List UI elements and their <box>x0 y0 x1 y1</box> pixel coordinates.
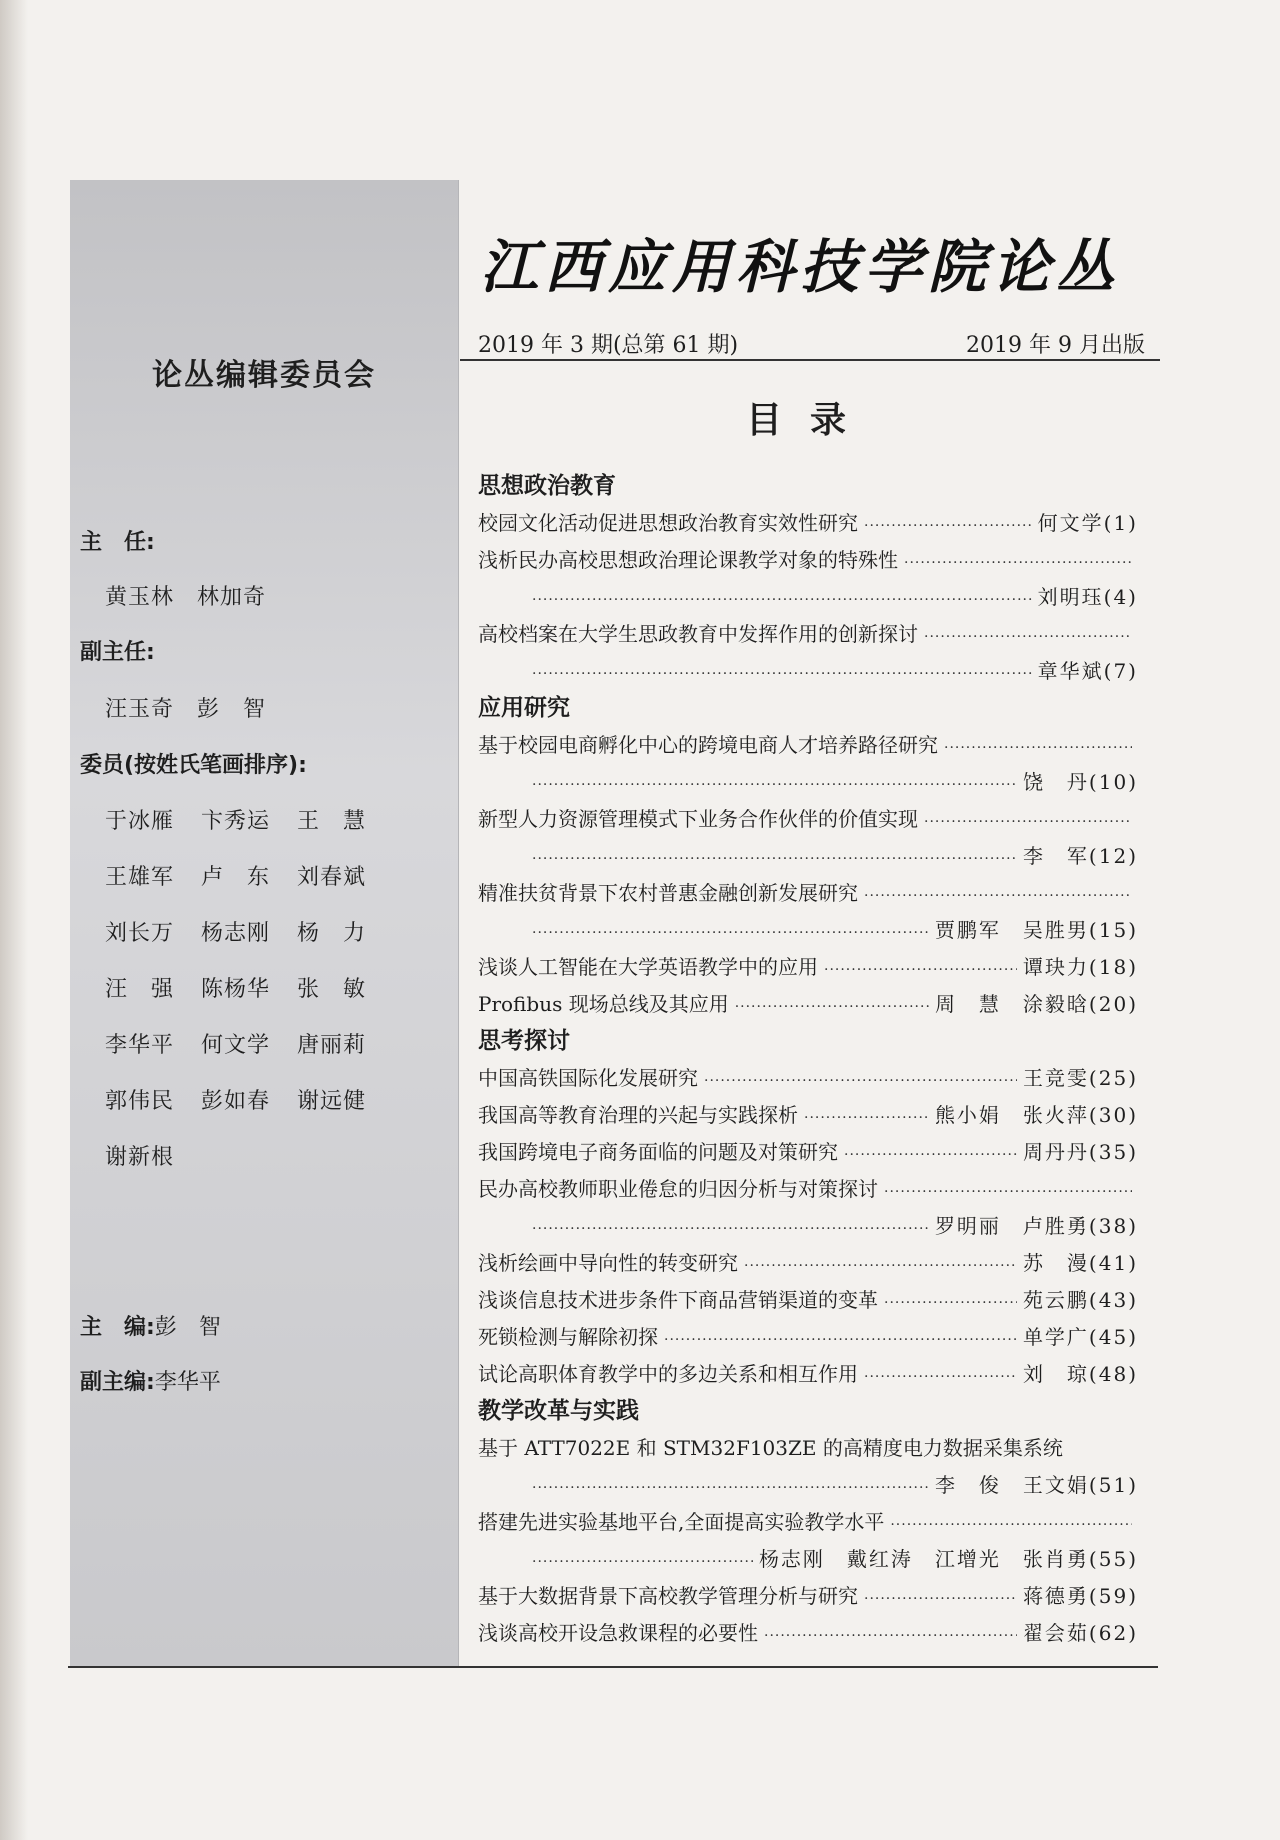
leader-dots <box>664 1322 1017 1359</box>
toc-entry-author: 罗明丽 卢胜勇(38) <box>934 1214 1138 1238</box>
toc-entry-continuation <box>478 1208 1138 1245</box>
toc-heading: 目录 <box>745 400 874 441</box>
leader-dots <box>844 1137 1017 1174</box>
leader-dots <box>532 582 1032 619</box>
member-name: 刘长万 <box>105 921 175 946</box>
member-name: 唐丽莉 <box>297 1033 367 1058</box>
toc-entry[interactable] <box>478 505 1138 542</box>
member-name: 刘春斌 <box>297 865 367 890</box>
member-name: 杨 力 <box>297 921 367 946</box>
toc-entry[interactable] <box>478 875 1138 912</box>
issue-number: 2019 年 3 期(总第 61 期) <box>478 333 739 358</box>
deputy-editor <box>80 1365 221 1396</box>
toc-entry-title: 浅析民办高校思想政治理论课教学对象的特殊性 <box>478 548 898 572</box>
deputy-editor-label: 副主编: <box>80 1370 155 1395</box>
toc-section-heading: 应用研究 <box>478 695 570 721</box>
leader-dots <box>704 1063 1017 1100</box>
toc-entry-author: 刘明珏(4) <box>1037 585 1138 609</box>
toc-entry-title: 精准扶贫背景下农村普惠金融创新发展研究 <box>478 881 858 905</box>
chief-editor <box>80 1310 221 1341</box>
toc-entry-title: 浅谈人工智能在大学英语教学中的应用 <box>478 955 818 979</box>
toc-entry-title: 校园文化活动促进思想政治教育实效性研究 <box>478 511 858 535</box>
toc-entry-author: 杨志刚 戴红涛 江增光 张肖勇(55) <box>758 1547 1138 1571</box>
deputy-director-names: 汪玉奇 彭 智 <box>105 697 267 722</box>
toc-entry[interactable] <box>478 727 1138 764</box>
member-name: 彭如春 <box>201 1089 271 1114</box>
toc-entry-title: 新型人力资源管理模式下业务合作伙伴的价值实现 <box>478 807 918 831</box>
toc-entry-continuation <box>478 653 1138 690</box>
toc-entry[interactable] <box>478 1430 1138 1467</box>
members-row <box>105 1140 201 1171</box>
toc-entry-author: 单学广(45) <box>1022 1325 1138 1349</box>
leader-dots <box>532 767 1017 804</box>
toc-entry-title: 浅析绘画中导向性的转变研究 <box>478 1251 738 1275</box>
toc-entry-continuation <box>478 579 1138 616</box>
toc-section-heading: 思考探讨 <box>478 1028 570 1054</box>
toc-entry-author: 翟会茹(62) <box>1022 1621 1138 1645</box>
journal-title: 江西应用科技学院论丛 <box>480 233 1121 301</box>
members-row <box>105 1084 393 1115</box>
toc-entry-author: 李 俊 王文娟(51) <box>934 1473 1138 1497</box>
leader-dots <box>744 1248 1017 1285</box>
toc-entry-title: 试论高职体育教学中的多边关系和相互作用 <box>478 1362 858 1386</box>
toc-entry-continuation <box>478 764 1138 801</box>
toc-entry-author: 李 军(12) <box>1022 844 1138 868</box>
toc-section-heading: 教学改革与实践 <box>478 1398 639 1424</box>
members-label: 委员(按姓氏笔画排序): <box>80 753 307 778</box>
toc-entry[interactable] <box>478 1097 1138 1134</box>
toc-entry[interactable] <box>478 801 1138 838</box>
leader-dots <box>884 1174 1132 1211</box>
toc-entry[interactable] <box>478 1504 1138 1541</box>
toc-section-heading: 思想政治教育 <box>478 473 616 499</box>
chief-editor-label: 主 编: <box>80 1315 155 1340</box>
deputy-editor-name: 李华平 <box>154 1370 221 1395</box>
leader-dots <box>864 878 1132 915</box>
toc-entry-title: 基于校园电商孵化中心的跨境电商人才培养路径研究 <box>478 733 938 757</box>
toc-entry[interactable] <box>478 949 1138 986</box>
toc-entry-author: 谭玦力(18) <box>1022 955 1138 979</box>
toc-entry[interactable] <box>478 1134 1138 1171</box>
members-row <box>105 860 393 891</box>
toc-entry-title: 浅谈高校开设急救课程的必要性 <box>478 1621 758 1645</box>
member-name: 陈杨华 <box>201 977 271 1002</box>
member-name: 何文学 <box>201 1033 271 1058</box>
leader-dots <box>884 1285 1017 1322</box>
leader-dots <box>735 989 929 1026</box>
toc-entry-author: 苑云鹏(43) <box>1022 1288 1138 1312</box>
leader-dots <box>532 1211 929 1248</box>
toc-entry-continuation <box>478 912 1138 949</box>
toc-entry-title: 基于大数据背景下高校教学管理分析与研究 <box>478 1584 858 1608</box>
toc-entry[interactable] <box>478 1319 1138 1356</box>
member-name: 汪 强 <box>105 977 175 1002</box>
members-row <box>105 916 393 947</box>
footer-divider <box>68 1666 1158 1668</box>
header-divider <box>460 359 1160 361</box>
leader-dots <box>904 545 1132 582</box>
members-row <box>105 804 393 835</box>
leader-dots <box>864 1359 1017 1396</box>
toc-entry-author: 王竞雯(25) <box>1022 1066 1138 1090</box>
editorial-board-title: 论丛编辑委员会 <box>152 358 376 393</box>
members-row <box>105 972 393 1003</box>
leader-dots <box>890 1507 1132 1544</box>
toc-entry-author: 饶 丹(10) <box>1022 770 1138 794</box>
toc-entry-title: 民办高校教师职业倦怠的归因分析与对策探讨 <box>478 1177 878 1201</box>
leader-dots <box>944 730 1132 767</box>
toc-entry-author: 何文学(1) <box>1037 511 1138 535</box>
toc-entry-author: 熊小娟 张火萍(30) <box>934 1103 1138 1127</box>
table-of-contents <box>478 468 1138 1652</box>
leader-dots <box>864 508 1032 545</box>
toc-entry-continuation <box>478 1541 1138 1578</box>
publication-date: 2019 年 9 月出版 <box>966 333 1145 358</box>
toc-entry-title: 我国高等教育治理的兴起与实践探析 <box>478 1103 798 1127</box>
toc-entry-author: 贾鹏军 吴胜男(15) <box>934 918 1138 942</box>
leader-dots <box>532 915 929 952</box>
member-name: 卞秀运 <box>201 809 271 834</box>
toc-entry[interactable] <box>478 1171 1138 1208</box>
toc-entry[interactable] <box>478 1356 1138 1393</box>
toc-entry-title: 浅谈信息技术进步条件下商品营销渠道的变革 <box>478 1288 878 1312</box>
chief-editor-name: 彭 智 <box>154 1315 221 1340</box>
leader-dots <box>532 1544 753 1581</box>
toc-entry-continuation <box>478 838 1138 875</box>
leader-dots <box>864 1581 1017 1618</box>
leader-dots <box>804 1100 929 1137</box>
leader-dots <box>924 619 1132 656</box>
leader-dots <box>532 1470 929 1507</box>
toc-entry[interactable] <box>478 1578 1138 1615</box>
leader-dots <box>532 841 1017 878</box>
toc-entry[interactable] <box>478 616 1138 653</box>
toc-entry-author: 章华斌(7) <box>1037 659 1138 683</box>
member-name: 郭伟民 <box>105 1089 175 1114</box>
toc-entry-continuation <box>478 1467 1138 1504</box>
toc-entry[interactable] <box>478 1245 1138 1282</box>
member-name: 张 敏 <box>297 977 367 1002</box>
toc-entry[interactable] <box>478 1282 1138 1319</box>
director-label: 主 任: <box>80 530 155 555</box>
member-name: 谢远健 <box>297 1089 367 1114</box>
toc-entry[interactable] <box>478 986 1138 1023</box>
editorial-board-panel <box>70 180 459 1666</box>
leader-dots <box>764 1618 1017 1655</box>
toc-entry-author: 周丹丹(35) <box>1022 1140 1138 1164</box>
member-name: 于冰雁 <box>105 809 175 834</box>
toc-entry[interactable] <box>478 1615 1138 1652</box>
toc-entry[interactable] <box>478 1060 1138 1097</box>
leader-dots <box>924 804 1132 841</box>
toc-entry-title: Profibus 现场总线及其应用 <box>478 992 729 1016</box>
member-name: 王 慧 <box>297 809 367 834</box>
toc-entry-title: 我国跨境电子商务面临的问题及对策研究 <box>478 1140 838 1164</box>
toc-entry-title: 高校档案在大学生思政教育中发挥作用的创新探讨 <box>478 622 918 646</box>
director-names: 黄玉林 林加奇 <box>105 585 267 610</box>
toc-entry-title: 中国高铁国际化发展研究 <box>478 1066 698 1090</box>
toc-entry-author: 苏 漫(41) <box>1022 1251 1138 1275</box>
toc-entry-author: 周 慧 涂毅晗(20) <box>934 992 1138 1016</box>
member-name: 李华平 <box>105 1033 175 1058</box>
deputy-director-label: 副主任: <box>80 640 155 665</box>
member-name: 谢新根 <box>105 1145 175 1170</box>
toc-entry[interactable] <box>478 542 1138 579</box>
toc-entry-title: 死锁检测与解除初探 <box>478 1325 658 1349</box>
page-gutter-shadow <box>0 0 28 1840</box>
toc-entry-title: 基于 ATT7022E 和 STM32F103ZE 的高精度电力数据采集系统 <box>478 1436 1063 1460</box>
toc-entry-author: 刘 琼(48) <box>1022 1362 1138 1386</box>
members-row <box>105 1028 393 1059</box>
leader-dots <box>532 656 1032 693</box>
member-name: 王雄军 <box>105 865 175 890</box>
toc-entry-author: 蒋德勇(59) <box>1022 1584 1138 1608</box>
leader-dots <box>824 952 1017 989</box>
member-name: 卢 东 <box>201 865 271 890</box>
toc-entry-title: 搭建先进实验基地平台,全面提高实验教学水平 <box>478 1510 885 1534</box>
member-name: 杨志刚 <box>201 921 271 946</box>
